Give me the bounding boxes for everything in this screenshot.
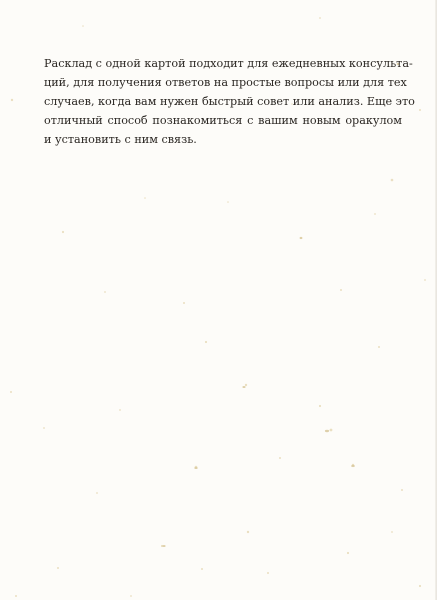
paragraph-line: случаев, когда вам нужен быстрый совет или анализ. Еще это [44, 95, 415, 108]
body-paragraph [44, 54, 415, 149]
paragraph-line: и установить с ним связь. [44, 133, 197, 146]
paragraph-line: ций, для получения ответов на простые вопросы или для тех [44, 76, 407, 89]
paragraph-line: Расклад с одной картой подходит для ежедневных консульта- [44, 57, 413, 70]
paragraph-line: отличный способ познакомиться с вашим новым оракулом [44, 114, 402, 127]
